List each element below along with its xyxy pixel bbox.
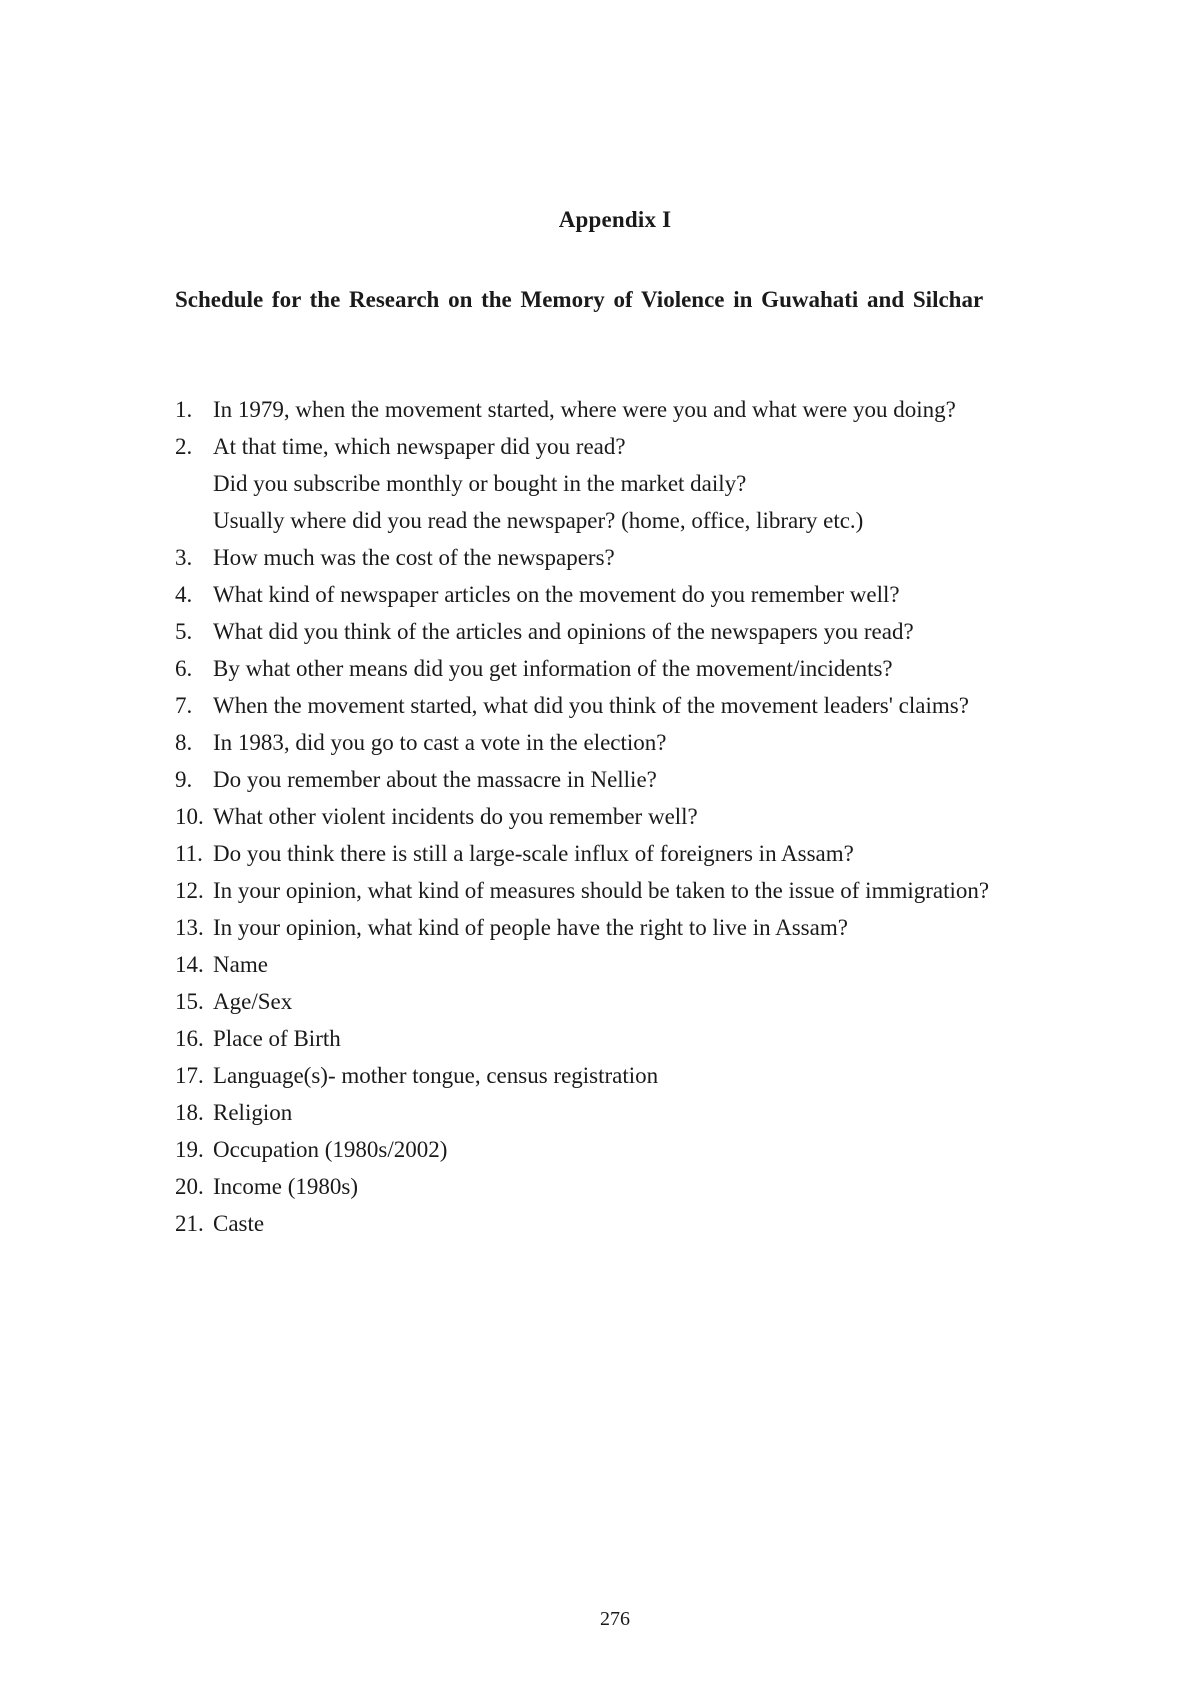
question-line: Do you remember about the massacre in Nellie? (213, 767, 657, 792)
question-line: What did you think of the articles and opinions of the newspapers you read? (213, 619, 914, 644)
question-text (213, 1020, 1050, 1057)
question-number: 20. (175, 1174, 204, 1199)
question-text (213, 428, 1050, 539)
question-item (175, 1131, 1050, 1168)
question-item (175, 983, 1050, 1020)
question-number: 14. (175, 952, 204, 977)
question-text (213, 687, 1050, 724)
question-item (175, 872, 1050, 909)
question-item (175, 613, 1050, 650)
question-line: Occupation (1980s/2002) (213, 1137, 448, 1162)
question-line: In your opinion, what kind of people have the right to live in Assam? (213, 915, 848, 940)
question-line: Do you think there is still a large-scale influx of foreigners in Assam? (213, 841, 854, 866)
question-number: 6. (175, 656, 193, 681)
question-text (213, 909, 1050, 946)
question-number: 16. (175, 1026, 204, 1051)
question-item (175, 576, 1050, 613)
question-number: 10. (175, 804, 204, 829)
question-item (175, 650, 1050, 687)
question-number: 7. (175, 693, 193, 718)
question-text (213, 761, 1050, 798)
question-text (213, 391, 1050, 428)
question-item (175, 724, 1050, 761)
question-line: Name (213, 952, 268, 977)
question-item (175, 391, 1050, 428)
question-item (175, 798, 1050, 835)
question-number: 12. (175, 878, 204, 903)
question-line: What other violent incidents do you remember well? (213, 804, 698, 829)
question-line: By what other means did you get information of the movement/incidents? (213, 656, 893, 681)
question-number: 13. (175, 915, 204, 940)
question-number: 3. (175, 545, 193, 570)
question-line: In 1979, when the movement started, where were you and what were you doing? (213, 397, 956, 422)
question-text (213, 1205, 1050, 1242)
page-number: 276 (600, 1608, 630, 1630)
question-number: 1. (175, 397, 193, 422)
schedule-heading: Schedule for the Research on the Memory of Violence in Guwahati and Silchar (175, 287, 984, 312)
question-line: In 1983, did you go to cast a vote in the election? (213, 730, 667, 755)
question-number: 9. (175, 767, 193, 792)
question-number: 5. (175, 619, 193, 644)
question-line: When the movement started, what did you think of the movement leaders' claims? (213, 693, 969, 718)
question-item (175, 946, 1050, 983)
question-number: 8. (175, 730, 193, 755)
question-item (175, 428, 1050, 539)
question-item (175, 1094, 1050, 1131)
question-text (213, 650, 1050, 687)
question-line: Caste (213, 1211, 265, 1236)
question-item (175, 539, 1050, 576)
question-text (213, 835, 1050, 872)
question-line: At that time, which newspaper did you read? (213, 434, 626, 459)
question-number: 19. (175, 1137, 204, 1162)
question-text (213, 1168, 1050, 1205)
question-item (175, 909, 1050, 946)
appendix-title: Appendix I (558, 207, 672, 232)
question-item (175, 687, 1050, 724)
question-item (175, 761, 1050, 798)
question-number: 21. (175, 1211, 204, 1236)
question-number: 2. (175, 434, 193, 459)
question-item (175, 835, 1050, 872)
question-number: 4. (175, 582, 193, 607)
question-text (213, 576, 1050, 613)
question-text (213, 983, 1050, 1020)
question-line: Age/Sex (213, 989, 293, 1014)
question-text (213, 946, 1050, 983)
question-line: Place of Birth (213, 1026, 341, 1051)
question-number: 18. (175, 1100, 204, 1125)
question-line: In your opinion, what kind of measures should be taken to the issue of immigration? (213, 878, 990, 903)
question-text (213, 539, 1050, 576)
question-line: Income (1980s) (213, 1174, 358, 1199)
question-line: What kind of newspaper articles on the movement do you remember well? (213, 582, 900, 607)
question-number: 17. (175, 1063, 204, 1088)
question-list (175, 391, 1050, 1242)
question-item (175, 1057, 1050, 1094)
question-line: Language(s)- mother tongue, census registration (213, 1063, 659, 1088)
question-number: 11. (175, 841, 203, 866)
question-item (175, 1205, 1050, 1242)
question-text (213, 613, 1050, 650)
question-line: How much was the cost of the newspapers? (213, 545, 615, 570)
question-text (213, 872, 1050, 909)
question-line: Usually where did you read the newspaper? (home, office, library etc.) (213, 508, 864, 533)
question-text (213, 1094, 1050, 1131)
question-text (213, 724, 1050, 761)
question-text (213, 798, 1050, 835)
question-item (175, 1168, 1050, 1205)
question-text (213, 1057, 1050, 1094)
question-number: 15. (175, 989, 204, 1014)
question-line: Religion (213, 1100, 293, 1125)
question-item (175, 1020, 1050, 1057)
question-line: Did you subscribe monthly or bought in the market daily? (213, 471, 747, 496)
question-text (213, 1131, 1050, 1168)
